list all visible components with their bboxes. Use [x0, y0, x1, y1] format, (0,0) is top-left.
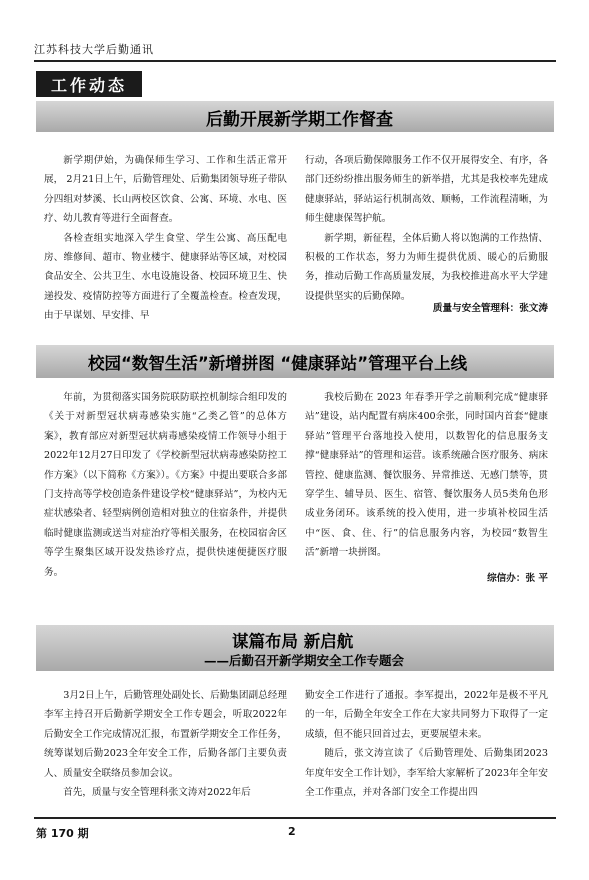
article3-paragraph: 随后，张文涛宣读了《后勤管理处、后勤集团2023年度年安全工作计划》，李军给大家解析了2023年全年安全工作重点，并对各部门安全工作提出四 — [305, 748, 548, 799]
footer-rule — [34, 817, 556, 819]
article2-right-column — [305, 388, 548, 563]
article1-author: 质量与安全管理科：张文涛 — [432, 303, 548, 314]
article1-banner — [36, 101, 554, 132]
article2-left-column — [44, 388, 287, 582]
article1-right-column — [305, 151, 548, 306]
article1-title: 后勤开展新学期工作督查 — [206, 110, 393, 130]
article3-paragraph: 勤安全工作进行了通报。李军提出，2022年是极不平凡的一年，后勤全年安全工作在大家共同努力下取得了一定成绩，但不能只回首过去，更要展望未来。 — [305, 690, 548, 740]
article3-subtitle: ——后勤召开新学期安全工作专题会 — [204, 653, 405, 668]
article3-left-column — [44, 686, 287, 802]
article1-paragraph: 行动，各项后勤保障服务工作不仅开展得安全、有序，各部门还纷纷推出服务师生的新举措，尤其是我校率先建成健康驿站，驿站运行机制高效、顺畅，工作流程清晰，为师生健康保驾护航。 — [305, 155, 548, 225]
article2-paragraph: 我校后勤在 2023 年春季开学之前顺利完成“健康驿站”建设，站内配置有病床400余张，同时国内首套“健康驿站”管理平台落地投入使用，以数智化的信息服务支撑“健康驿站”的管理和运营。该系统融合医疗服务、病床管控、健康监测、餐饮服务、异常推送、无感门禁等，贯穿学生、辅导员、医生、宿管、餐饮服务人员5类角色形成业务闭环。该系统的投入使用，进一步填补校园生活中“医、食、住、行”的信息服务内容，为校园“数智生活”新增一块拼图。 — [305, 392, 548, 559]
issue-number: 第 170 期 — [36, 827, 89, 840]
header-rule — [34, 60, 556, 62]
article1-left-column — [44, 151, 287, 326]
article2-title: 校园“数智生活”新增拼图 “健康驿站”管理平台上线 — [88, 354, 468, 373]
article1-paragraph: 各检查组实地深入学生食堂、学生公寓、高压配电房、维修间、超市、物业楼宇、健康驿站等区域，对校园食品安全、公共卫生、水电设施设备、校园环境卫生、快递投发、疫情防控等方面进行了全覆盖检查。检查发现，由于早谋划、早安排、早 — [44, 232, 287, 322]
article3-banner — [36, 625, 554, 671]
article3-right-column — [305, 686, 548, 802]
article1-paragraph: 新学期伊始，为确保师生学习、工作和生活正常开展， 2月21日上午，后勤管理处、后勤集团领导班子带队分四组对梦溪、长山两校区饮食、公寓、环境、水电、医疗、幼儿教育等进行全面督查。 — [44, 155, 287, 225]
page-number: 2 — [288, 825, 296, 838]
article3-paragraph: 首先，质量与安全管理科张文涛对2022年后 — [63, 787, 251, 799]
section-label: 工作动态 — [36, 71, 142, 97]
article3-title: 谋篇布局 新启航 — [232, 632, 354, 651]
article3-paragraph: 3月2日上午，后勤管理处副处长、后勤集团副总经理李军主持召开后勤新学期安全工作专题会，听取2022年后勤安全工作完成情况汇报，布置新学期安全工作任务，统筹谋划后勤2023全年安全工作，后勤各部门主要负责人、质量安全联络员参加会议。 — [44, 690, 287, 779]
article2-banner — [36, 345, 554, 378]
article1-paragraph: 新学期，新征程，全体后勤人将以饱满的工作热情、积极的工作状态，努力为师生提供优质、暖心的后勤服务，推动后勤工作高质量发展，为我校推进高水平大学建设提供坚实的后勤保障。 — [305, 232, 548, 302]
article2-author: 综信办：张 平 — [487, 573, 548, 584]
publication-title: 江苏科技大学后勤通讯 — [34, 43, 154, 56]
article2-paragraph: 年前，为贯彻落实国务院联防联控机制综合组印发的《关于对新型冠状病毒感染实施“乙类乙管”的总体方案》，教育部应对新型冠状病毒感染疫情工作领导小组于2022年12月27日印发了《学校新型冠状病毒感染防控工作方案》（以下简称《方案》）。《方案》中提出要联合多部门支持高等学校创造条件建设学校“健康驿站”，为校内无症状感染者、轻型病例创造相对独立的住宿条件，并提供临时健康监测或送当对症治疗等相关服务，在校园宿舍区等学生聚集区域开设发热诊疗点，提供快速便捷医疗服务。 — [44, 392, 287, 578]
